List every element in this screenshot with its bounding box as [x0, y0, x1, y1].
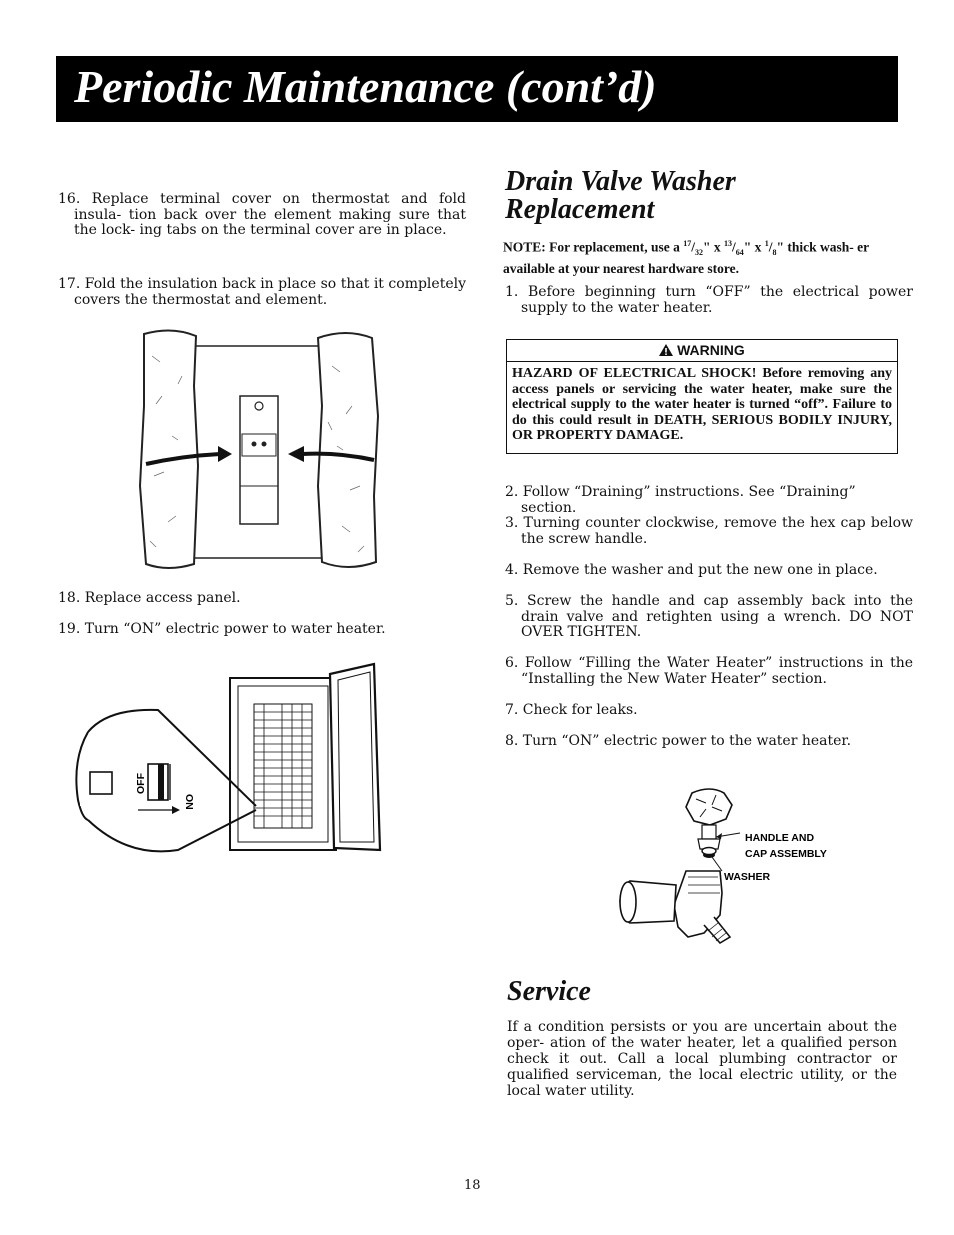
- handle-label-line2: CAP ASSEMBLY: [745, 848, 827, 860]
- drain-step-5: 5. Screw the handle and cap assembly back into the drain valve and retighten using a wrench. DO NOT OVER TIGHTEN.: [505, 593, 913, 640]
- step-16: 16. Replace terminal cover on thermostat and fold insula- tion back over the element making sure that the lock- ing tabs on the terminal cover are in place.: [58, 191, 466, 238]
- note-frac3-num: 1: [764, 239, 769, 248]
- drain-section-title: [505, 168, 736, 224]
- note-suffix: " thick wash- er available at your nearest hardware store.: [503, 239, 869, 277]
- drain-valve-figure: [600, 785, 840, 950]
- step-17: 17. Fold the insulation back in place so that it completely covers the thermostat and element.: [58, 276, 466, 308]
- drain-step-3: 3. Turning counter clockwise, remove the hex cap below the screw handle.: [505, 515, 913, 547]
- drain-step-6: 6. Follow “Filling the Water Heater” instructions in the “Installing the New Water Heater” section.: [505, 655, 913, 687]
- service-section-title: Service: [507, 976, 591, 1007]
- note-prefix: NOTE: For replacement, use a: [503, 239, 684, 255]
- warning-heading: [507, 340, 897, 362]
- note-frac1-den: 32: [695, 248, 703, 258]
- step-19: 19. Turn “ON” electric power to water heater.: [58, 621, 386, 637]
- drain-step-2: 2. Follow “Draining” instructions. See “Draining” section.: [505, 484, 856, 516]
- washer-label: WASHER: [724, 871, 771, 883]
- service-paragraph: If a condition persists or you are uncertain about the oper- ation of the water heater, let a qualified person check it out. Call a local plumbing contractor or qualified serviceman, the local electric utility, or the local water utility.: [507, 1019, 897, 1099]
- step-18: 18. Replace access panel.: [58, 590, 241, 606]
- handle-label-line1: HANDLE AND: [745, 832, 815, 844]
- replacement-note: NOTE: For replacement, use a $^{17}/_{32}$" x $^{13}/_{64}$" x $^1/_8$" thick wash- er available at your nearest hardware store.: [503, 239, 869, 277]
- page-number: 18: [464, 1178, 481, 1193]
- warning-heading-text: WARNING: [677, 342, 745, 358]
- page-title: Periodic Maintenance (cont’d): [74, 61, 657, 112]
- drain-title-line1: Drain Valve Washer: [505, 166, 736, 197]
- warning-text: HAZARD OF ELECTRICAL SHOCK! Before removing any access panels or servicing the water heater, make sure the electrical supply to the water heater is turned “off”. Failure to do this could result in DEATH, SERIOUS BODILY INJURY, OR PROPERTY DAMAGE.: [512, 366, 892, 443]
- drain-step-8: 8. Turn “ON” electric power to the water heater.: [505, 733, 852, 749]
- note-x1: " x: [703, 239, 724, 255]
- drain-step-7: 7. Check for leaks.: [505, 702, 638, 718]
- note-frac1-num: 17: [683, 239, 692, 248]
- breaker-off-label: OFF: [135, 773, 147, 794]
- breaker-panel-figure: [68, 660, 388, 860]
- note-frac3-den: 8: [772, 248, 777, 258]
- warning-triangle-icon: [659, 344, 673, 356]
- breaker-on-label: ON: [183, 794, 195, 810]
- note-frac2-den: 64: [735, 248, 744, 258]
- warning-box: [506, 339, 898, 454]
- drain-step-1: 1. Before beginning turn “OFF” the electrical power supply to the water heater.: [505, 284, 913, 316]
- drain-title-line2: Replacement: [505, 194, 655, 225]
- drain-step-4: 4. Remove the washer and put the new one in place.: [505, 562, 878, 578]
- note-x2: " x: [743, 239, 765, 255]
- header-bar: [56, 56, 898, 122]
- insulation-figure: [132, 326, 394, 572]
- note-frac2-num: 13: [724, 239, 732, 248]
